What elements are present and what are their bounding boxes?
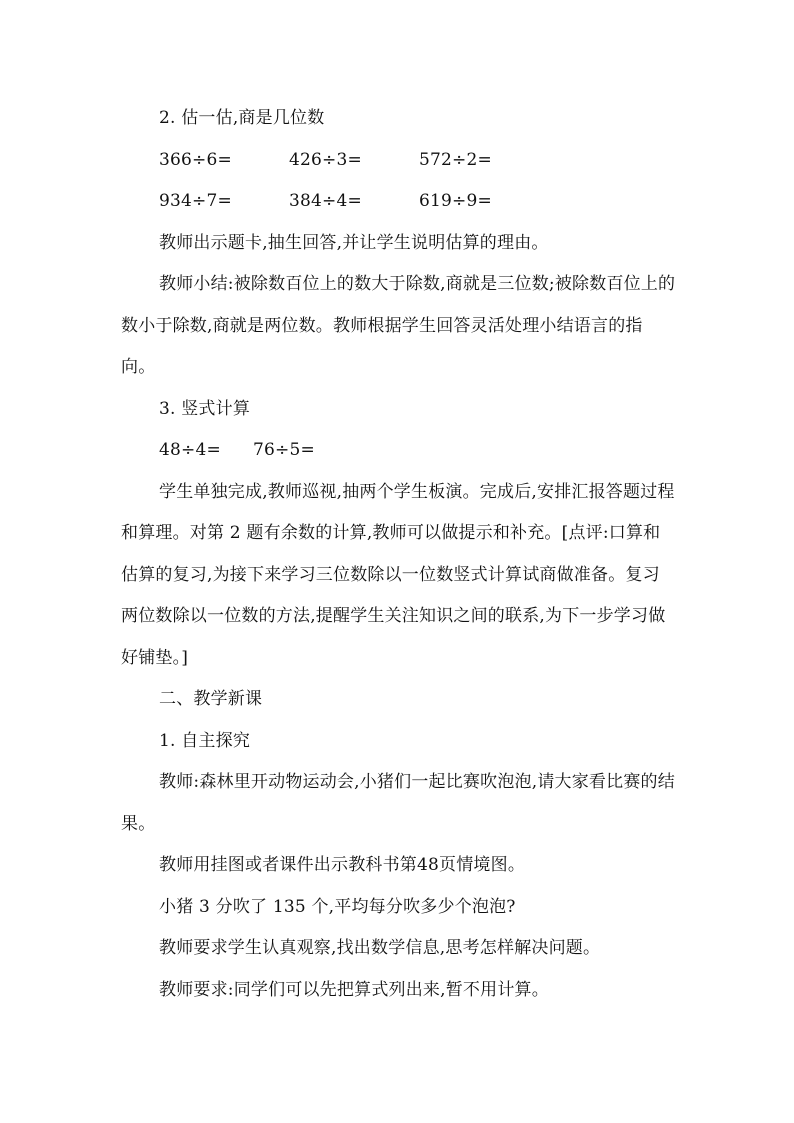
estimate-row-1: [121, 140, 676, 182]
document-body: [121, 98, 676, 1011]
section-heading-vertical: 3. 竖式计算: [159, 398, 251, 419]
paragraph-show-card: 教师出示题卡,抽生回答,并让学生说明估算的理由。: [159, 232, 549, 253]
estimate-item: 366÷6=: [159, 149, 232, 170]
paragraph-observe: 教师要求学生认真观察,找出数学信息,思考怎样解决问题。: [159, 938, 601, 958]
estimate-item: 572÷2=: [419, 149, 492, 170]
section-heading-estimate: 2. 估一估,商是几位数: [159, 108, 325, 128]
estimate-item: 426÷3=: [289, 149, 362, 170]
estimate-row-2: [121, 181, 676, 223]
subheading-self-explore: 1. 自主探究: [159, 730, 251, 751]
vertical-item: 76÷5=: [253, 440, 315, 460]
vertical-item: 48÷4=: [159, 440, 221, 460]
estimate-item: 934÷7=: [159, 191, 232, 211]
paragraph-wallchart: 教师用挂图或者课件出示教科书第48页情境图。: [159, 855, 526, 875]
paragraph-teacher-summary: 教师小结:被除数百位上的数大于除数,商就是三位数;被除数百位上的数小于除数,商就是两位数。教师根据学生回答灵活处理小结语言的指向。: [121, 274, 676, 377]
part-heading-new-lesson: 二、教学新课: [159, 689, 263, 709]
paragraph-piglet-problem: 小猪 3 分吹了 135 个,平均每分吹多少个泡泡?: [159, 896, 516, 917]
paragraph-requirement: 教师要求:同学们可以先把算式列出来,暂不用计算。: [159, 979, 549, 1000]
paragraph-forest: 教师:森林里开动物运动会,小猪们一起比赛吹泡泡,请大家看比赛的结果。: [121, 772, 675, 834]
vertical-row: [121, 430, 676, 472]
paragraph-students-work: 学生单独完成,教师巡视,抽两个学生板演。完成后,安排汇报答题过程和算理。对第 2 题有余数的计算,教师可以做提示和补充。[点评:口算和估算的复习,为接下来学习三位数除以一位数竖式计算试商做准备。复习两位数除以一位数的方法,提醒学生关注知识之间的联系,为下一步学习做好铺垫。]: [121, 481, 675, 668]
estimate-item: 384÷4=: [289, 191, 362, 211]
estimate-item: 619÷9=: [419, 191, 492, 211]
